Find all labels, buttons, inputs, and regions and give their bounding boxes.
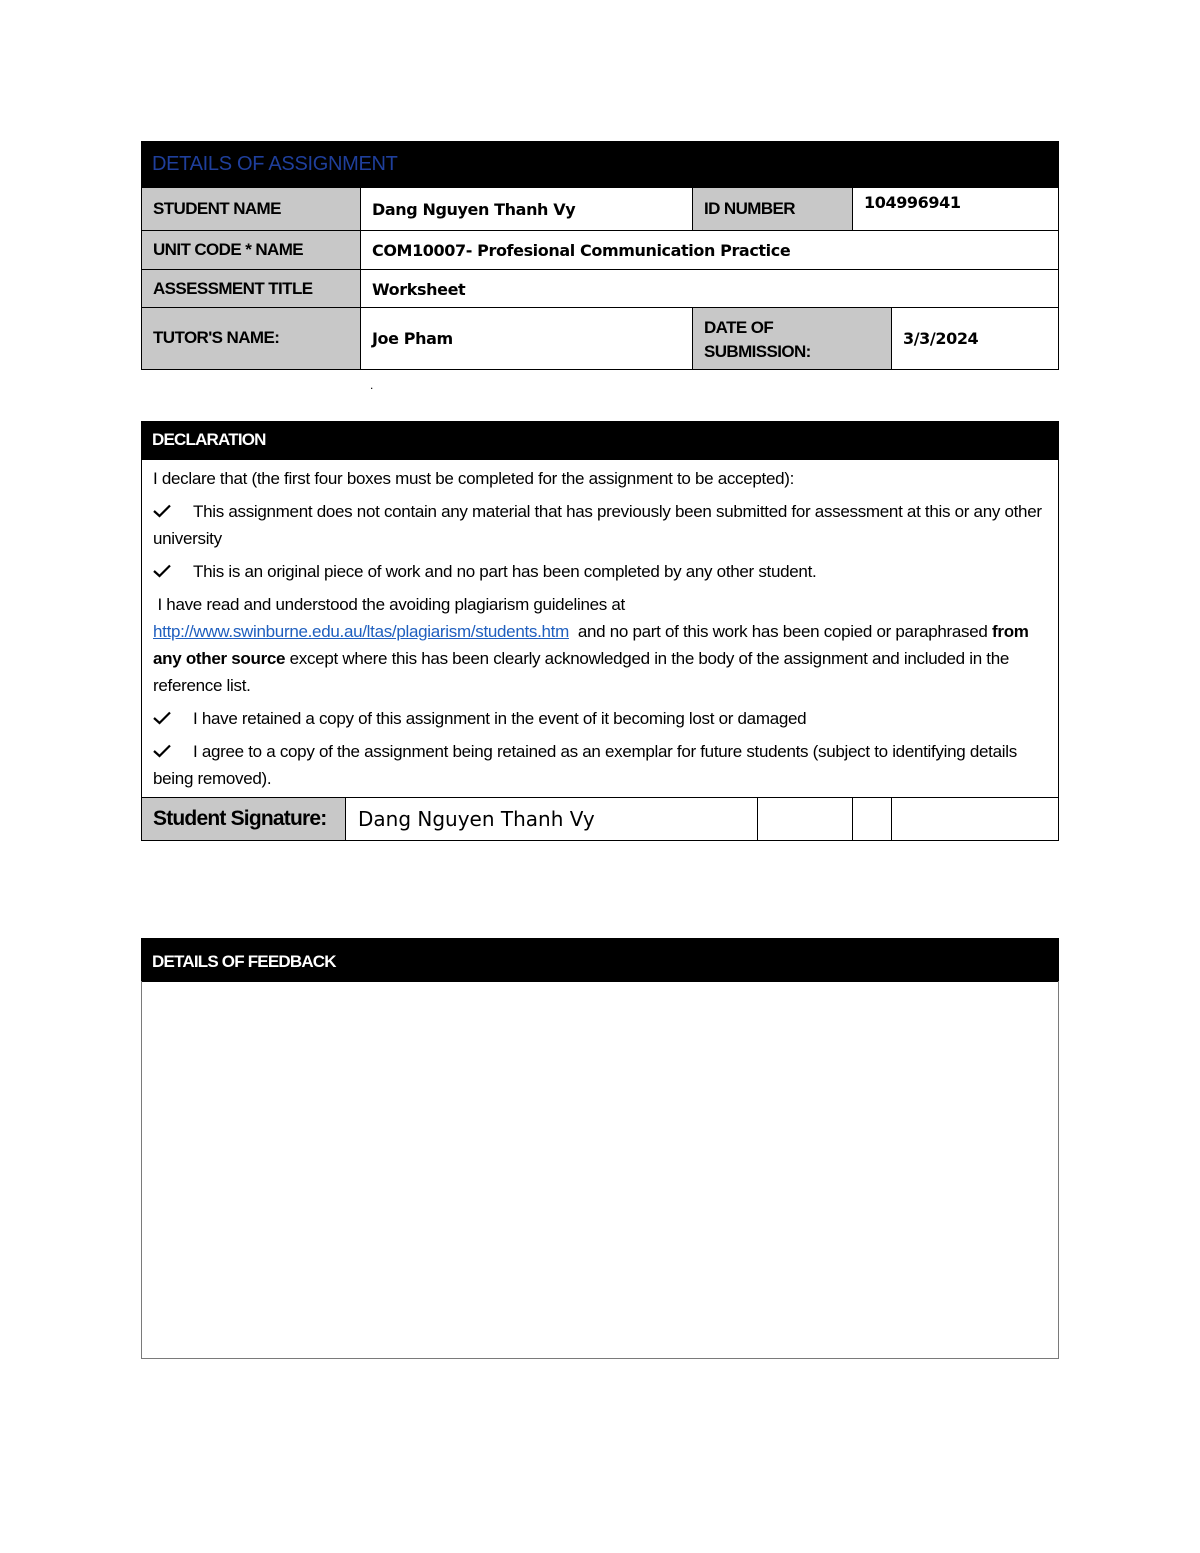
declaration-item-1	[153, 498, 1044, 552]
stray-dot: .	[370, 378, 374, 392]
signature-blank-cell-1[interactable]	[757, 797, 853, 841]
declaration-item-4	[153, 705, 1044, 732]
checkmark-icon[interactable]	[153, 498, 193, 525]
declaration-item-5-text: I agree to a copy of the assignment being retained as an exemplar for future students (subject to identifying details being removed).	[153, 742, 1017, 788]
feedback-table	[141, 938, 1059, 1359]
declaration-item-3-text-b: and no part of this work has been copied or paraphrased	[577, 622, 988, 641]
declaration-item-3-text-c: except where this has been clearly acknowledged in the body of the assignment and included in the reference list.	[153, 649, 1010, 695]
signature-blank-cell-2[interactable]	[852, 797, 892, 841]
id-number-label: ID NUMBER	[692, 187, 853, 231]
student-signature-label: Student Signature:	[141, 797, 346, 841]
student-name-label: STUDENT NAME	[141, 187, 361, 231]
plagiarism-guidelines-link[interactable]: http://www.swinburne.edu.au/ltas/plagiarism/students.htm	[153, 622, 569, 641]
declaration-item-2	[153, 558, 1044, 585]
checkmark-icon[interactable]	[153, 738, 193, 765]
date-label-line-2: SUBMISSION:	[704, 342, 811, 361]
declaration-header	[141, 421, 1059, 460]
unit-code-label: UNIT CODE * NAME	[141, 230, 361, 270]
tutor-name-value[interactable]: Joe Pham	[360, 307, 693, 370]
assessment-title-label: ASSESSMENT TITLE	[141, 269, 361, 308]
declaration-item-3	[153, 591, 1044, 699]
declaration-item-4-text: I have retained a copy of this assignment in the event of it becoming lost or damaged	[193, 709, 807, 728]
tutor-name-label: TUTOR'S NAME:	[141, 307, 361, 370]
feedback-header-title: DETAILS OF FEEDBACK	[152, 952, 336, 971]
feedback-body[interactable]	[141, 981, 1059, 1359]
declaration-item-3-bold: from any other source	[153, 622, 1029, 668]
declaration-item-3-text-a: I have read and understood the avoiding plagiarism guidelines at	[157, 595, 625, 614]
student-signature-value[interactable]: Dang Nguyen Thanh Vy	[345, 797, 758, 841]
assignment-header	[141, 141, 1059, 187]
id-number-value[interactable]: 104996941	[852, 187, 1059, 231]
declaration-item-1-text: This assignment does not contain any material that has previously been submitted for assessment at this or any other university	[153, 502, 1042, 548]
declaration-item-2-text: This is an original piece of work and no part has been completed by any other student.	[193, 562, 817, 581]
signature-blank-cell-3[interactable]	[891, 797, 1059, 841]
feedback-header	[141, 938, 1059, 982]
date-of-submission-label	[692, 307, 892, 370]
declaration-table	[141, 421, 1059, 841]
checkmark-icon[interactable]	[153, 705, 193, 732]
assessment-title-value[interactable]: Worksheet	[360, 269, 1059, 308]
declaration-intro: I declare that (the first four boxes must be completed for the assignment to be accepted):	[153, 469, 795, 488]
assignment-table	[141, 141, 1059, 370]
unit-code-value[interactable]: COM10007- Profesional Communication Practice	[360, 230, 1059, 270]
declaration-body	[141, 459, 1059, 798]
date-label-line-1: DATE OF	[704, 318, 774, 337]
checkmark-icon[interactable]	[153, 558, 193, 585]
assignment-header-title: DETAILS OF ASSIGNMENT	[152, 153, 398, 175]
date-of-submission-value[interactable]: 3/3/2024	[891, 307, 1059, 370]
declaration-item-5	[153, 738, 1044, 792]
declaration-header-title: DECLARATION	[152, 430, 266, 449]
student-name-value[interactable]: Dang Nguyen Thanh Vy	[360, 187, 693, 231]
